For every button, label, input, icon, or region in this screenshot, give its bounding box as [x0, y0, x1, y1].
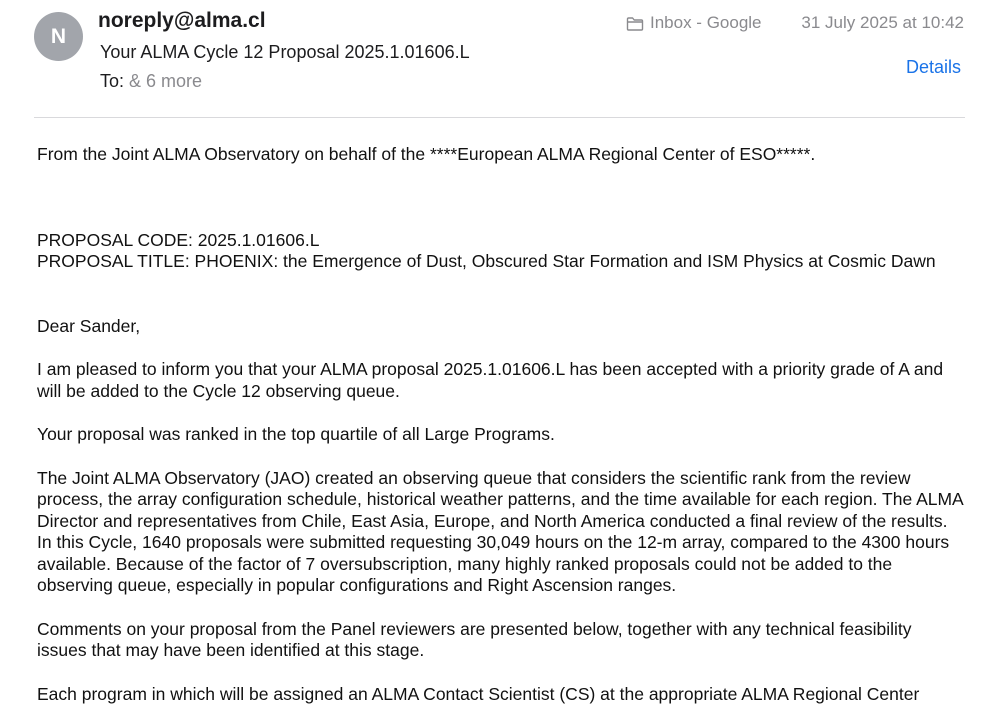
ranking-paragraph: Your proposal was ranked in the top quartile of all Large Programs. [37, 424, 555, 444]
more-recipients[interactable]: & 6 more [129, 71, 203, 91]
queue-paragraph: The Joint ALMA Observatory (JAO) created an observing queue that considers the scientific rank from the review process, the array configuration schedule, historical weather patterns, and the time available for each region. The ALMA Director and representatives from Chile, East Asia, Europe, and North America conducted a final review of the results. In this Cycle, 1640 proposals were submitted requesting 30,049 hours on the 12-m array, compared to the 4300 hours available. Because of the factor of 7 oversubscription, many highly ranked proposals could not be added to the observing queue, especially in popular configurations and Right Ascension ranges. [37, 467, 963, 595]
intro-text: From the Joint ALMA Observatory on behalf of the ****European ALMA Regional Center of ESO*****. [37, 144, 816, 164]
to-label: To: [100, 71, 125, 91]
email-body [0, 118, 1000, 705]
header-divider [34, 117, 965, 118]
acceptance-paragraph: I am pleased to inform you that your ALMA proposal 2025.1.01606.L has been accepted with a priority grade of A and will be added to the Cycle 12 observing queue. [37, 359, 944, 401]
contact-paragraph: Each program in which will be assigned an ALMA Contact Scientist (CS) at the appropriate ALMA Regional Center [37, 683, 920, 704]
proposal-code: PROPOSAL CODE: 2025.1.01606.L [37, 229, 320, 250]
recipients-line [100, 71, 202, 92]
sender-avatar: N [34, 12, 83, 61]
mailbox-label [626, 13, 762, 33]
mailbox-name: Inbox - Google [650, 13, 762, 32]
details-link[interactable]: Details [905, 57, 961, 77]
comments-paragraph: Comments on your proposal from the Panel reviewers are presented below, together with any technical feasibility issues that may have been identified at this stage. [37, 618, 912, 660]
sender-address[interactable]: noreply@alma.cl [98, 9, 266, 32]
proposal-title: PROPOSAL TITLE: PHOENIX: the Emergence of Dust, Obscured Star Formation and ISM Physics at Cosmic Dawn [37, 251, 936, 271]
email-date: 31 July 2025 at 10:42 [801, 13, 964, 32]
email-header [0, 0, 1000, 118]
email-subject: Your ALMA Cycle 12 Proposal 2025.1.01606.L [100, 42, 470, 62]
greeting: Dear Sander, [37, 315, 141, 336]
folder-icon [626, 16, 644, 31]
